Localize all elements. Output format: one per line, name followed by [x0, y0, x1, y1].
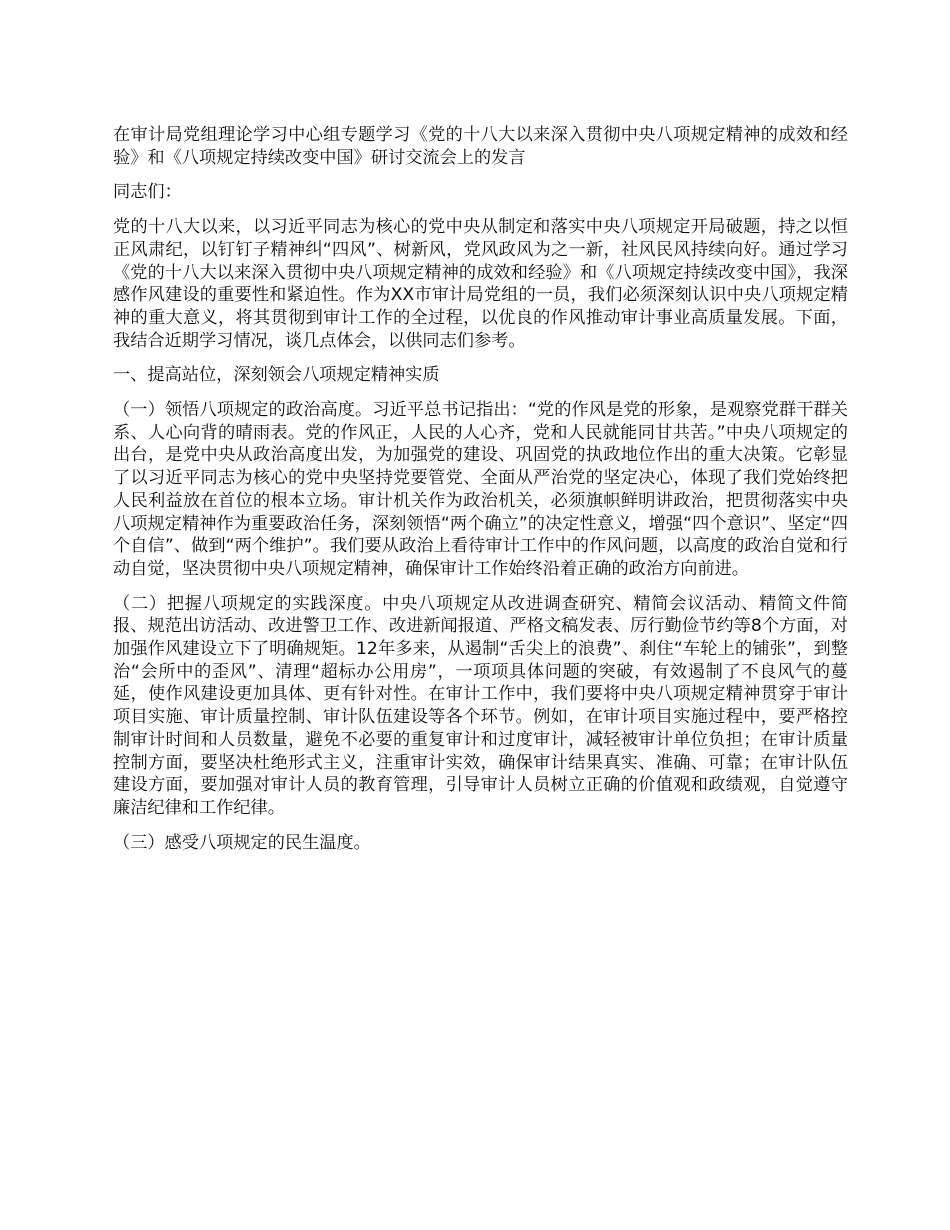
document-title: 在审计局党组理论学习中心组专题学习《党的十八大以来深入贯彻中央八项规定精神的成效和经验》和《八项规定持续改变中国》研讨交流会上的发言	[113, 125, 848, 168]
document-body	[113, 124, 848, 854]
subsection-3-heading: （三）感受八项规定的民生温度。	[113, 832, 371, 853]
section-heading-1: 一、提高站位，深刻领会八项规定精神实质	[113, 365, 440, 386]
subsection-1-paragraph: （一）领悟八项规定的政治高度。习近平总书记指出：“党的作风是党的形象，是观察党群干群关系、人心向背的晴雨表。党的作风正，人民的人心齐，党和人民就能同甘共苦。”中央八项规定的出台，是党中央从政治高度出发，为加强党的建设、巩固党的执政地位作出的重大决策。它彰显了以习近平同志为核心的党中央坚持党要管党、全面从严治党的坚定决心，体现了我们党始终把人民利益放在首位的根本立场。审计机关作为政治机关，必须旗帜鲜明讲政治，把贯彻落实中央八项规定精神作为重要政治任务，深刻领悟“两个确立”的决定性意义，增强“四个意识”、坚定“四个自信”、做到“两个维护”。我们要从政治上看待审计工作中的作风问题，以高度的政治自觉和行动自觉，坚决贯彻中央八项规定精神，确保审计工作始终沿着正确的政治方向前进。	[113, 400, 848, 579]
greeting: 同志们：	[113, 182, 182, 203]
intro-paragraph: 党的十八大以来，以习近平同志为核心的党中央从制定和落实中央八项规定开局破题，持之以恒正风肃纪，以钉钉子精神纠“四风”、树新风，党风政风为之一新，社风民风持续向好。通过学习《党的十八大以来深入贯彻中央八项规定精神的成效和经验》和《八项规定持续改变中国》，我深感作风建设的重要性和紧迫性。作为XX市审计局党组的一员，我们必须深刻认识中央八项规定精神的重大意义，将其贯彻到审计工作的全过程，以优良的作风推动审计事业高质量发展。下面，我结合近期学习情况，谈几点体会，以供同志们参考。	[113, 217, 848, 351]
subsection-2-paragraph: （二）把握八项规定的实践深度。中央八项规定从改进调查研究、精简会议活动、精简文件简报、规范出访活动、改进警卫工作、改进新闻报道、严格文稿发表、厉行勤俭节约等8个方面，对加强作风建设立下了明确规矩。12年多来，从遏制“舌尖上的浪费”、刹住“车轮上的铺张”，到整治“会所中的歪风”、清理“超标办公用房”，一项项具体问题的突破，有效遏制了不良风气的蔓延，使作风建设更加具体、更有针对性。在审计工作中，我们要将中央八项规定精神贯穿于审计项目实施、审计质量控制、审计队伍建设等各个环节。例如，在审计项目实施过程中，要严格控制审计时间和人员数量，避免不必要的重复审计和过度审计，减轻被审计单位负担；在审计质量控制方面，要坚决杜绝形式主义，注重审计实效，确保审计结果真实、准确、可靠；在审计队伍建设方面，要加强对审计人员的教育管理，引导审计人员树立正确的价值观和政绩观，自觉遵守廉洁纪律和工作纪律。	[113, 593, 848, 818]
